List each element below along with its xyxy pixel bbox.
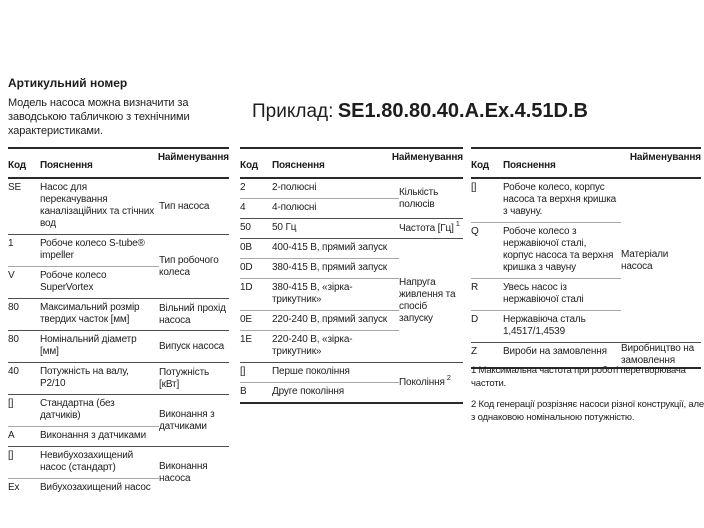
name-text: Випуск насоса — [159, 340, 225, 352]
code-cell: 0B — [240, 242, 252, 253]
code-cell: A — [8, 430, 15, 441]
header-name: Найменування — [157, 152, 229, 163]
table-row — [240, 310, 399, 330]
code-cell: [] — [8, 450, 14, 461]
name-text: Тип робочого колеса — [159, 254, 219, 278]
table-section — [471, 179, 701, 343]
code-cell: [] — [8, 398, 14, 409]
table-section — [8, 363, 229, 395]
code-table-right — [471, 147, 701, 369]
table-row — [240, 330, 399, 362]
example-code: SE1.80.80.40.A.Ex.4.51D.B — [337, 100, 588, 122]
code-cell: [] — [240, 366, 246, 377]
table-row — [8, 395, 159, 426]
table-header — [8, 147, 229, 179]
name-cell — [159, 447, 229, 498]
explanation-cell: Увесь насос із нержавіючої сталі — [503, 282, 584, 305]
name-cell — [159, 331, 229, 362]
table-section — [240, 239, 463, 363]
code-cell: 80 — [8, 302, 19, 313]
table-row — [8, 447, 159, 478]
code-cell: R — [471, 282, 479, 293]
table-row — [240, 278, 399, 310]
table-section — [240, 219, 463, 239]
name-cell — [159, 235, 229, 298]
header-explanation: Пояснення — [40, 160, 93, 171]
intro — [8, 76, 248, 138]
name-cell — [399, 219, 463, 238]
table-section — [8, 235, 229, 299]
table-section — [8, 179, 229, 235]
explanation-cell: Вибухозахищений насос — [40, 482, 151, 493]
code-cell: D — [471, 314, 479, 325]
explanation-cell: Максимальний розмір твердих часток [мм] — [40, 302, 140, 325]
table-header — [471, 147, 701, 179]
intro-text: Модель насоса можна визначити за заводською табличкою з технічними характеристиками. — [8, 97, 190, 137]
name-text: Частота [Гц] — [399, 222, 454, 234]
intro-heading: Артикульний номер — [8, 76, 128, 90]
table-section — [8, 395, 229, 447]
explanation-cell: 220-240 В, «зірка-трикутник» — [272, 334, 353, 357]
table-row — [471, 278, 621, 310]
explanation-cell: 400-415 В, прямий запуск — [272, 242, 388, 253]
table-row — [471, 310, 621, 342]
table-row — [8, 331, 159, 362]
example-title — [252, 100, 588, 123]
explanation-cell: 4-полюсні — [272, 202, 317, 213]
explanation-cell: Вироби на замовлення — [503, 346, 607, 357]
footnote-1: 1 Максимальна частота при роботі перетворювача частоти. — [471, 365, 686, 389]
table-row — [240, 198, 399, 218]
table-section — [8, 299, 229, 331]
code-cell: 0E — [240, 314, 252, 325]
table-row — [8, 179, 159, 234]
code-cell: 2 — [240, 182, 246, 193]
table-section — [8, 331, 229, 363]
name-text: Потужність [кВт] — [159, 366, 210, 390]
name-cell — [621, 179, 701, 342]
name-text: Напруга живлення та спосіб запуску — [399, 276, 456, 324]
code-cell: 50 — [240, 222, 251, 233]
explanation-cell: Невибухозахищений насос (стандарт) — [40, 450, 134, 473]
explanation-cell: Номінальний діаметр [мм] — [40, 334, 137, 357]
code-cell: Q — [471, 226, 479, 237]
name-text: Кількість полюсів — [399, 186, 439, 210]
table-row — [8, 235, 159, 266]
name-text: Вільний прохід насоса — [159, 302, 226, 326]
explanation-cell: Виконання з датчиками — [40, 430, 147, 441]
table-row — [240, 179, 399, 198]
table-row — [240, 239, 399, 258]
header-code: Код — [471, 160, 489, 171]
explanation-cell: Нержавіюча сталь 1,4517/1,4539 — [503, 314, 586, 337]
footnotes — [471, 364, 704, 432]
explanation-cell: 50 Гц — [272, 222, 297, 233]
code-table-middle — [240, 147, 463, 404]
table-row — [240, 382, 399, 402]
explanation-cell: 220-240 В, прямий запуск — [272, 314, 388, 325]
code-table-left — [8, 147, 229, 498]
code-cell: 4 — [240, 202, 246, 213]
name-cell — [159, 363, 229, 394]
header-name: Найменування — [629, 152, 701, 163]
name-text: Виконання з датчиками — [159, 408, 215, 432]
footnote-ref-2: 2 — [446, 373, 451, 383]
explanation-cell: 2-полюсні — [272, 182, 317, 193]
footnote-2: 2 Код генерації розрізняє насоси різної конструкції, але з однаковою номінальною потужністю. — [471, 399, 704, 423]
table-row — [8, 299, 159, 330]
header-code: Код — [240, 160, 258, 171]
name-text: Виконання насоса — [159, 460, 208, 484]
explanation-cell: Потужність на валу, P2/10 — [40, 366, 129, 389]
explanation-cell: Робоче колесо S-tube® impeller — [40, 238, 145, 261]
table-row — [471, 343, 621, 362]
code-cell: 1 — [8, 238, 14, 249]
table-row — [471, 222, 621, 278]
name-cell — [399, 239, 463, 362]
explanation-cell: Друге покоління — [272, 386, 345, 397]
table-row — [240, 258, 399, 278]
name-text: Тип насоса — [159, 200, 210, 212]
code-cell: 80 — [8, 334, 19, 345]
explanation-cell: Робоче колесо SuperVortex — [40, 270, 107, 293]
explanation-cell: 380-415 В, «зірка-трикутник» — [272, 282, 353, 305]
code-cell: Ex — [8, 482, 20, 493]
explanation-cell: Стандартна (без датчиків) — [40, 398, 115, 421]
example-prefix: Приклад: — [252, 101, 334, 122]
name-cell — [159, 299, 229, 330]
name-text: Матеріали насоса — [621, 248, 669, 272]
table-row — [240, 363, 399, 382]
explanation-cell: Робоче колесо з нержавіючої сталі, корпус насоса та верхня кришка з чавуну — [503, 226, 614, 273]
table-row — [8, 266, 159, 298]
explanation-cell: Перше покоління — [272, 366, 350, 377]
table-section — [8, 447, 229, 498]
code-cell: 0D — [240, 262, 253, 273]
code-cell: 1D — [240, 282, 253, 293]
table-row — [471, 179, 621, 222]
footnote-ref-1: 1 — [455, 219, 460, 229]
header-name: Найменування — [391, 152, 463, 163]
table-section — [240, 363, 463, 404]
table-header — [240, 147, 463, 179]
explanation-cell: Робоче колесо, корпус насоса та верхня кришка з чавуну. — [503, 182, 617, 217]
header-explanation: Пояснення — [272, 160, 325, 171]
code-cell: 40 — [8, 366, 19, 377]
name-cell — [399, 179, 463, 218]
code-cell: 1E — [240, 334, 252, 345]
table-row — [8, 426, 159, 446]
header-explanation: Пояснення — [503, 160, 556, 171]
name-cell — [159, 179, 229, 234]
code-cell: V — [8, 270, 15, 281]
explanation-cell: Насос для перекачування каналізаційних та стічних вод — [40, 182, 155, 229]
table-row — [8, 363, 159, 394]
name-text: Виробництво на замовлення — [621, 343, 695, 366]
table-row — [8, 478, 159, 498]
code-cell: Z — [471, 346, 477, 357]
table-row — [240, 219, 399, 238]
name-cell — [399, 363, 463, 402]
name-cell — [159, 395, 229, 446]
code-cell: [] — [471, 182, 477, 193]
explanation-cell: 380-415 В, прямий запуск — [272, 262, 388, 273]
name-text: Покоління — [399, 376, 445, 388]
header-code: Код — [8, 160, 26, 171]
code-cell: B — [240, 386, 247, 397]
code-cell: SE — [8, 182, 22, 193]
table-section — [240, 179, 463, 219]
